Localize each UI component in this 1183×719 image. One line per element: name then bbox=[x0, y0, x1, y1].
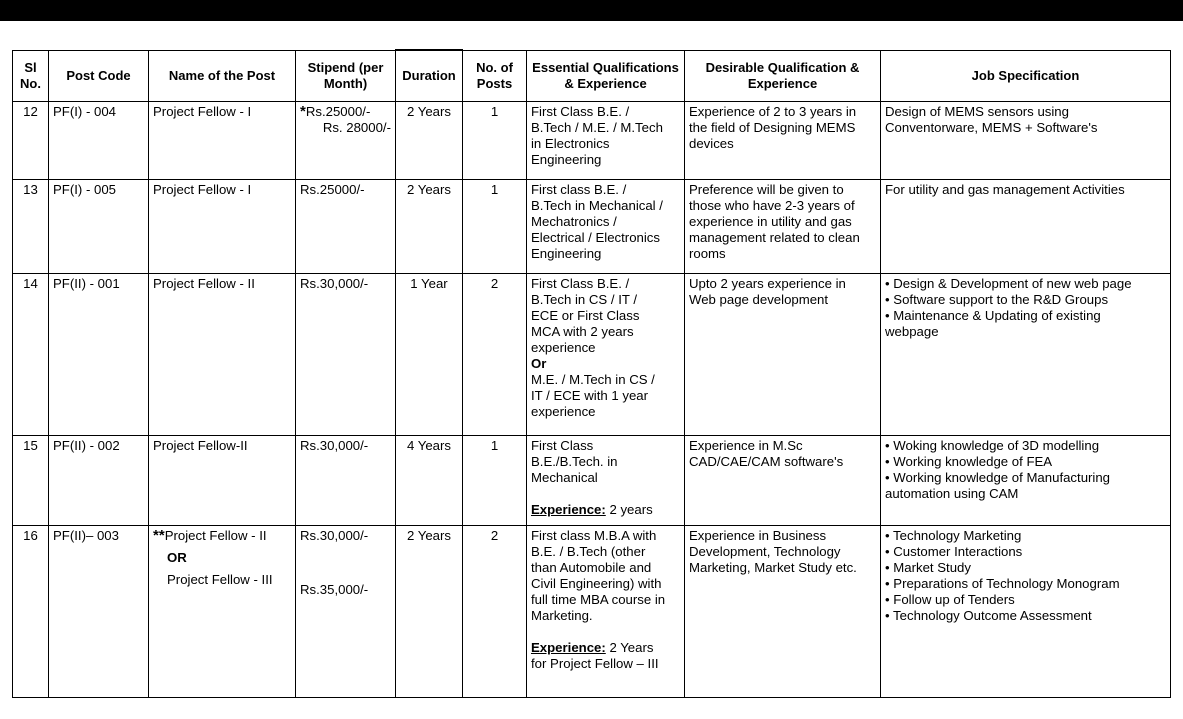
stipend-value: Rs.30,000/- bbox=[300, 528, 369, 543]
list-item: • Woking knowledge of 3D modelling bbox=[885, 438, 1100, 453]
cell-desirable bbox=[685, 274, 881, 436]
cell-stipend: Rs.25000/- bbox=[296, 180, 396, 274]
header-stipend: Stipend (per Month) bbox=[296, 50, 396, 102]
list-item: • Preparations of Technology Monogram bbox=[885, 576, 1120, 591]
cell-posts: 2 bbox=[463, 274, 527, 436]
stipend-value: Rs.25000/- bbox=[305, 104, 371, 119]
name-primary: Project Fellow - II bbox=[164, 528, 267, 543]
cell-duration: 2 Years bbox=[396, 526, 463, 698]
cell-essential bbox=[527, 102, 685, 180]
text-line: Web page development bbox=[689, 292, 829, 307]
text-line: those who have 2-3 years of bbox=[689, 198, 855, 213]
list-item: • Technology Marketing bbox=[885, 528, 1022, 543]
text-line: Conventorware, MEMS + Software's bbox=[885, 120, 1098, 135]
cell-sl: 14 bbox=[13, 274, 49, 436]
text-line: devices bbox=[689, 136, 734, 151]
text-line: First class B.E. / bbox=[531, 182, 627, 197]
text-line: First Class bbox=[531, 438, 594, 453]
cell-desirable bbox=[685, 180, 881, 274]
cell-posts: 1 bbox=[463, 180, 527, 274]
cell-desirable bbox=[685, 436, 881, 526]
cell-desirable bbox=[685, 526, 881, 698]
cell-name: Project Fellow - I bbox=[149, 180, 296, 274]
cell-job bbox=[881, 102, 1171, 180]
text-line: Design of MEMS sensors using bbox=[885, 104, 1069, 119]
cell-duration: 1 Year bbox=[396, 274, 463, 436]
experience-label: Experience: bbox=[531, 640, 606, 655]
recruitment-table bbox=[12, 49, 1171, 698]
header-duration: Duration bbox=[396, 50, 463, 102]
text-line: Marketing, Market Study etc. bbox=[689, 560, 857, 575]
text-line: First class M.B.A with bbox=[531, 528, 657, 543]
cell-duration: 2 Years bbox=[396, 180, 463, 274]
cell-name: Project Fellow - II bbox=[149, 274, 296, 436]
cell-stipend: Rs.30,000/- bbox=[296, 274, 396, 436]
header-desirable: Desirable Qualification & Experience bbox=[685, 50, 881, 102]
cell-job bbox=[881, 526, 1171, 698]
text-line: Experience of 2 to 3 years in bbox=[689, 104, 857, 119]
cell-duration: 2 Years bbox=[396, 102, 463, 180]
experience-value: 2 years bbox=[605, 502, 653, 517]
stipend-asterisk: * bbox=[300, 103, 306, 120]
list-item: • Working knowledge of Manufacturing bbox=[885, 470, 1111, 485]
text-line: for Project Fellow – III bbox=[531, 656, 659, 671]
list-item: • Working knowledge of FEA bbox=[885, 454, 1053, 469]
list-item: • Follow up of Tenders bbox=[885, 592, 1015, 607]
text-line: Mechatronics / bbox=[531, 214, 617, 229]
text-line: IT / ECE with 1 year bbox=[531, 388, 649, 403]
cell-essential bbox=[527, 526, 685, 698]
cell-post-code: PF(II) - 002 bbox=[49, 436, 149, 526]
text-line: B.Tech / M.E. / M.Tech bbox=[531, 120, 663, 135]
stipend-value-alt: Rs. 28000/- bbox=[322, 120, 391, 135]
cell-post-code: PF(I) - 004 bbox=[49, 102, 149, 180]
text-line: First Class B.E. / bbox=[531, 276, 630, 291]
text-line: Engineering bbox=[531, 152, 602, 167]
text-line: management related to clean bbox=[689, 230, 860, 245]
cell-post-code: PF(II) - 001 bbox=[49, 274, 149, 436]
text-line: in Electronics bbox=[531, 136, 610, 151]
cell-stipend bbox=[296, 526, 396, 698]
text-line: First Class B.E. / bbox=[531, 104, 630, 119]
text-line: the field of Designing MEMS bbox=[689, 120, 856, 135]
text-line: than Automobile and bbox=[531, 560, 652, 575]
text-line: Engineering bbox=[531, 246, 602, 261]
text-line: Mechanical bbox=[531, 470, 598, 485]
cell-sl: 13 bbox=[13, 180, 49, 274]
header-sl: Sl No. bbox=[13, 50, 49, 102]
cell-name bbox=[149, 526, 296, 698]
text-line: B.E./B.Tech. in bbox=[531, 454, 618, 469]
list-item: • Market Study bbox=[885, 560, 971, 575]
cell-essential bbox=[527, 180, 685, 274]
cell-posts: 2 bbox=[463, 526, 527, 698]
cell-sl: 12 bbox=[13, 102, 49, 180]
text-line: CAD/CAE/CAM software's bbox=[689, 454, 844, 469]
text-line: Preference will be given to bbox=[689, 182, 844, 197]
table-row bbox=[13, 180, 1171, 274]
list-item: • Maintenance & Updating of existing bbox=[885, 308, 1101, 323]
or-label: OR bbox=[167, 550, 187, 565]
header-post-code: Post Code bbox=[49, 50, 149, 102]
cell-essential bbox=[527, 274, 685, 436]
text-line: B.Tech in CS / IT / bbox=[531, 292, 638, 307]
header-job: Job Specification bbox=[881, 50, 1171, 102]
list-item: automation using CAM bbox=[885, 486, 1019, 501]
text-line: Experience in M.Sc bbox=[689, 438, 803, 453]
list-item: • Technology Outcome Assessment bbox=[885, 608, 1092, 623]
name-alternate: Project Fellow - III bbox=[167, 572, 273, 587]
cell-name: Project Fellow - I bbox=[149, 102, 296, 180]
cell-posts: 1 bbox=[463, 102, 527, 180]
list-item: • Design & Development of new web page bbox=[885, 276, 1132, 291]
text-line: B.E. / B.Tech (other bbox=[531, 544, 646, 559]
header-essential: Essential Qualifications & Experience bbox=[527, 50, 685, 102]
text-line: Experience in Business bbox=[689, 528, 827, 543]
text-line: ECE or First Class bbox=[531, 308, 640, 323]
experience-label: Experience: bbox=[531, 502, 606, 517]
text-line: experience bbox=[531, 404, 596, 419]
list-item: • Software support to the R&D Groups bbox=[885, 292, 1109, 307]
text-line: For utility and gas management Activities bbox=[885, 182, 1125, 197]
or-label: Or bbox=[531, 356, 547, 371]
header-name: Name of the Post bbox=[149, 50, 296, 102]
text-line: experience bbox=[531, 340, 596, 355]
cell-job bbox=[881, 274, 1171, 436]
text-line: Upto 2 years experience in bbox=[689, 276, 846, 291]
cell-duration: 4 Years bbox=[396, 436, 463, 526]
text-line: Civil Engineering) with bbox=[531, 576, 662, 591]
text-line: experience in utility and gas bbox=[689, 214, 852, 229]
cell-job bbox=[881, 436, 1171, 526]
text-line: MCA with 2 years bbox=[531, 324, 634, 339]
text-line: M.E. / M.Tech in CS / bbox=[531, 372, 655, 387]
list-item: webpage bbox=[885, 324, 939, 339]
cell-stipend bbox=[296, 102, 396, 180]
text-line: Development, Technology bbox=[689, 544, 841, 559]
experience-value: 2 Years bbox=[605, 640, 654, 655]
text-line: B.Tech in Mechanical / bbox=[531, 198, 663, 213]
text-line: rooms bbox=[689, 246, 726, 261]
name-asterisk: ** bbox=[153, 527, 165, 544]
cell-job bbox=[881, 180, 1171, 274]
header-posts: No. of Posts bbox=[463, 50, 527, 102]
cell-desirable bbox=[685, 102, 881, 180]
document-page bbox=[0, 21, 1183, 719]
table-row bbox=[13, 526, 1171, 698]
cell-essential bbox=[527, 436, 685, 526]
cell-post-code: PF(I) - 005 bbox=[49, 180, 149, 274]
text-line: full time MBA course in bbox=[531, 592, 666, 607]
stipend-value-alt: Rs.35,000/- bbox=[300, 582, 369, 597]
cell-stipend: Rs.30,000/- bbox=[296, 436, 396, 526]
text-line: Electrical / Electronics bbox=[531, 230, 660, 245]
table-row bbox=[13, 102, 1171, 180]
text-line: Marketing. bbox=[531, 608, 593, 623]
header-row bbox=[13, 50, 1171, 102]
cell-sl: 15 bbox=[13, 436, 49, 526]
table-row bbox=[13, 436, 1171, 526]
cell-post-code: PF(II)– 003 bbox=[49, 526, 149, 698]
list-item: • Customer Interactions bbox=[885, 544, 1023, 559]
table-row bbox=[13, 274, 1171, 436]
cell-sl: 16 bbox=[13, 526, 49, 698]
cell-posts: 1 bbox=[463, 436, 527, 526]
cell-name: Project Fellow-II bbox=[149, 436, 296, 526]
